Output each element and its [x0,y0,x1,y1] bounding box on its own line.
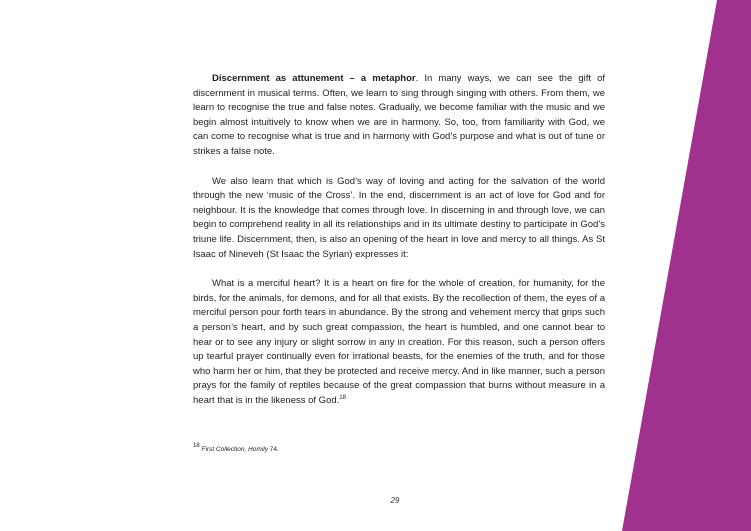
paragraph-love-and-mercy: We also learn that which is God’s way of loving and acting for the salvation of the world through the new ‘music of the Cross’. In the end, discernment is an act of love for God and for neighbour. It is the knowledge that comes through love. In discerning in and through love, we can begin to comprehend reality in all its relationships and in its ultimate destiny to participate in God’s triune life. Discernment, then, is also an opening of the heart in love and mercy to all things. As St Isaac of Nineveh (St Isaac the Syrian) expresses it: [193,175,605,260]
footnote-reference[interactable]: 18 [339,394,346,401]
quotation-isaac-of-nineveh [193,277,605,408]
footnote-source-title: First Collection, Homily [201,446,268,453]
page-number: 29 [390,496,400,505]
footnote-source-number: 74. [267,446,279,453]
footnote-number: 18 [193,443,200,449]
quotation-text: What is a merciful heart? It is a heart on fire for the whole of creation, for humanity, for the birds, for the animals, for demons, and for all that exists. By the recollection of them, the eyes of a merciful person pour forth tears in abundance. By the strong and vehement mercy that grips such a person’s heart, and by such great compassion, the heart is humbled, and one cannot bear to hear or to see any injury or slight sorrow in any in creation. For this reason, such a person offers up tearful prayer continually even for irrational beasts, for the enemies of the truth, and for those who harm her or him, that they be protected and receive mercy. And in like manner, such a person prays for the family of reptiles because of the great compassion that burns without measure in a heart that is in the likeness of God. [193,278,605,406]
paragraph-text: . In many ways, we can see the gift of discernment in musical terms. Often, we learn to sing through singing with others. From them, we learn to recognise the true and false notes. Gradually, we become familiar with the music and we begin almost intuitively to know when we are in harmony. So, too, from familiarity with God, we can come to recognise what is true and in harmony with God’s purpose and what is out of tune or strikes a false note. [193,73,606,157]
footnote [193,445,605,454]
paragraph-lead-heading: Discernment as attunement – a metaphor [212,73,416,84]
paragraph-discernment-attunement [193,72,605,160]
body-text [193,72,605,423]
